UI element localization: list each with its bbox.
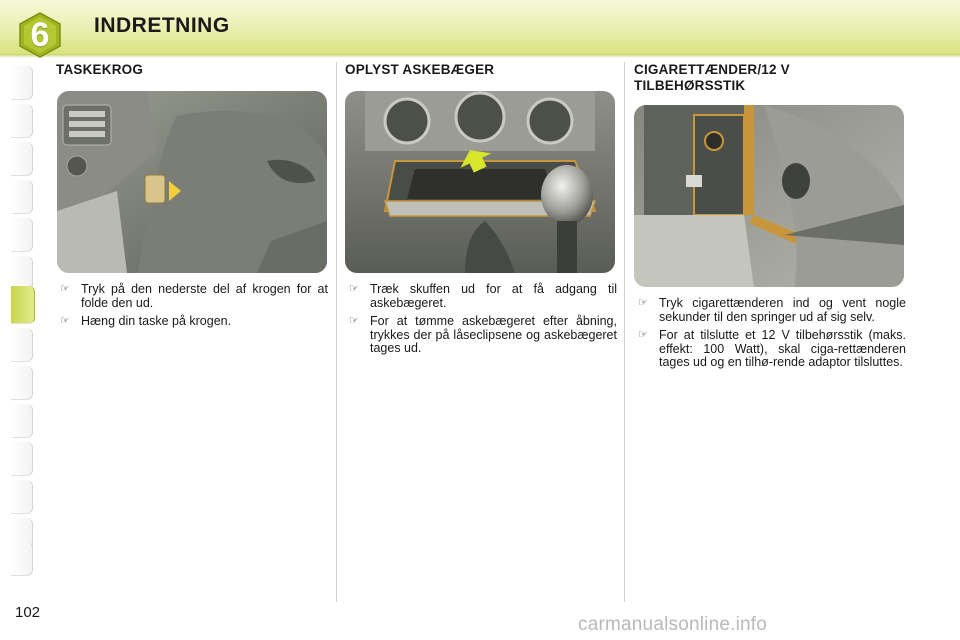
ashtray-instructions [345, 283, 617, 361]
chapter-tab[interactable] [11, 66, 33, 100]
pointing-hand-icon: ☞ [349, 283, 359, 295]
list-item: ☞ Tryk på den nederste del af krogen for at folde den ud. [60, 282, 328, 310]
pointing-hand-icon: ☞ [60, 315, 70, 327]
pointing-hand-icon: ☞ [638, 329, 648, 341]
chapter-tab-strip [11, 66, 33, 576]
section-ashtray [345, 62, 617, 78]
bag-hook-illustration [57, 91, 327, 273]
section-title: OPLYST ASKEBÆGER [345, 62, 495, 77]
list-item: ☞ Træk skuffen ud for at få adgang til askebægeret. [349, 282, 617, 310]
chapter-tab[interactable] [11, 256, 33, 290]
list-item: ☞ Tryk cigarettænderen ind og vent nogle sekunder til den springer ud af sig selv. [638, 296, 906, 324]
column-divider [336, 62, 337, 602]
chapter-tab[interactable] [11, 366, 33, 400]
list-item: ☞ Hæng din taske på krogen. [60, 314, 232, 328]
section-title: TASKEKROG [56, 62, 144, 77]
pointing-hand-icon: ☞ [349, 315, 359, 327]
bag-hook-instructions [56, 283, 328, 334]
chapter-tab[interactable] [11, 542, 33, 576]
chapter-tab[interactable] [11, 480, 33, 514]
section-bag-hook [56, 62, 328, 78]
column-divider [624, 62, 625, 602]
cigarette-lighter-illustration [634, 105, 904, 287]
watermark: carmanualsonline.info [578, 614, 768, 635]
list-item: ☞ For at tømme askebægeret efter åbning, trykkes der på låseclipsene og askebægeret tages ud. [349, 314, 617, 355]
section-title-line1: CIGARETTÆNDER/12 V [634, 62, 790, 77]
chapter-tab[interactable] [11, 142, 33, 176]
chapter-tab[interactable] [11, 104, 33, 138]
section-cigarette-lighter [634, 62, 906, 94]
ashtray-illustration [345, 91, 615, 273]
page-number: 102 [15, 604, 41, 621]
chapter-tab[interactable] [11, 218, 33, 252]
page-title: INDRETNING [94, 14, 230, 37]
list-item: ☞ For at tilslutte et 12 V tilbehørsstik (maks. effekt: 100 Watt), skal ciga-rettænderen tages ud og en tilhø-rende adaptor tilsluttes. [638, 328, 906, 369]
pointing-hand-icon: ☞ [60, 283, 70, 295]
cigarette-lighter-instructions [634, 297, 906, 375]
chapter-tab[interactable] [11, 442, 33, 476]
chapter-tab[interactable] [11, 180, 33, 214]
chapter-tab[interactable] [11, 328, 33, 362]
chapter-tab-active[interactable] [11, 286, 35, 324]
chapter-tab[interactable] [11, 404, 33, 438]
section-title-line2: TILBEHØRSSTIK [634, 78, 746, 93]
header-shadow [0, 54, 960, 58]
pointing-hand-icon: ☞ [638, 297, 648, 309]
chapter-number: 6 [30, 16, 50, 54]
